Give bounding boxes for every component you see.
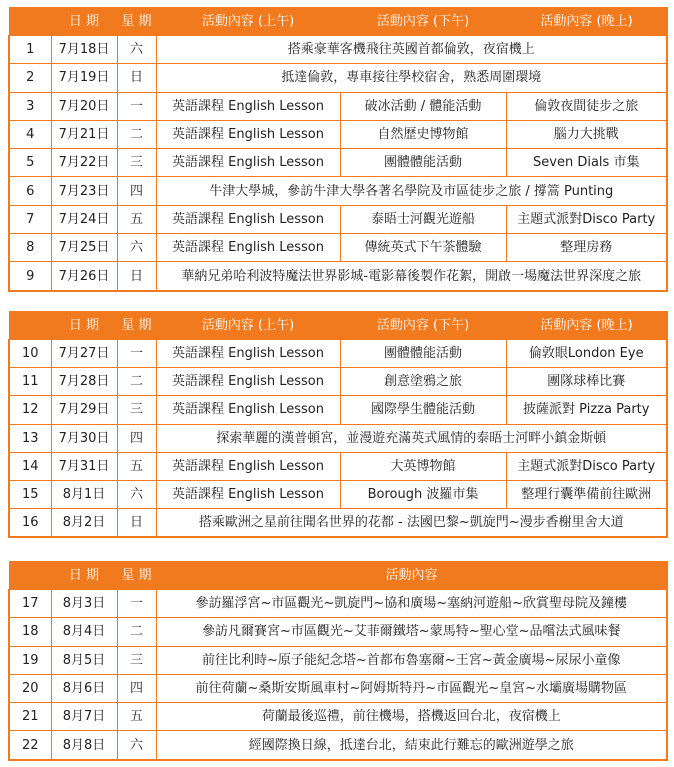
weekday-cell: 日 <box>117 262 156 291</box>
afternoon-activity-cell: 泰晤士河觀光遊船 <box>340 205 506 233</box>
weekday-cell: 日 <box>117 64 156 92</box>
weekday-cell: 四 <box>117 424 156 452</box>
row-number-cell: 3 <box>9 92 51 120</box>
date-cell: 7月31日 <box>51 452 117 480</box>
row-number-cell: 17 <box>9 590 51 618</box>
table-row <box>9 646 667 674</box>
weekday-cell: 二 <box>117 618 156 646</box>
afternoon-activity-cell: 自然歷史博物館 <box>340 120 506 148</box>
table-row <box>9 262 667 291</box>
row-number-cell: 15 <box>9 480 51 508</box>
date-cell: 8月2日 <box>51 509 117 538</box>
table-row <box>9 509 667 538</box>
afternoon-activity-cell: 創意塗鴉之旅 <box>340 368 506 396</box>
row-number-cell: 13 <box>9 424 51 452</box>
row-number-cell: 6 <box>9 177 51 205</box>
schedule-table-week2 <box>8 311 668 538</box>
table-row <box>9 731 667 760</box>
weekday-cell: 一 <box>117 340 156 368</box>
weekday-cell: 二 <box>117 368 156 396</box>
table-row <box>9 618 667 646</box>
header-cell: 活動內容 (上午) <box>156 312 340 340</box>
full-day-activity-cell: 搭乘豪華客機飛往英國首都倫敦，夜宿機上 <box>156 36 667 64</box>
row-number-cell: 2 <box>9 64 51 92</box>
table-header <box>9 8 667 36</box>
weekday-cell: 二 <box>117 120 156 148</box>
morning-activity-cell: 英語課程 English Lesson <box>156 396 340 424</box>
row-number-cell: 22 <box>9 731 51 760</box>
row-number-cell: 7 <box>9 205 51 233</box>
table-row <box>9 424 667 452</box>
full-day-activity-cell: 搭乘歐洲之星前往聞名世界的花都 - 法國巴黎~凱旋門~漫步香榭里舍大道 <box>156 509 667 538</box>
weekday-cell: 五 <box>117 452 156 480</box>
header-cell: 日 期 <box>51 562 117 590</box>
full-day-activity-cell: 抵達倫敦，專車接往學校宿舍，熟悉周圍環境 <box>156 64 667 92</box>
row-number-cell: 21 <box>9 703 51 731</box>
date-cell: 7月22日 <box>51 149 117 177</box>
table-row <box>9 92 667 120</box>
table-row <box>9 480 667 508</box>
table-row <box>9 396 667 424</box>
table-row <box>9 703 667 731</box>
morning-activity-cell: 英語課程 English Lesson <box>156 120 340 148</box>
weekday-cell: 五 <box>117 703 156 731</box>
table-row <box>9 368 667 396</box>
weekday-cell: 三 <box>117 646 156 674</box>
schedule-table-week1 <box>8 7 668 292</box>
full-day-activity-cell: 參訪羅浮宮~市區觀光~凱旋門~協和廣場~塞納河遊船~欣賞聖母院及鐘樓 <box>156 590 667 618</box>
date-cell: 7月25日 <box>51 234 117 262</box>
full-day-activity-cell: 經國際換日線，抵達台北，結束此行難忘的歐洲遊學之旅 <box>156 731 667 760</box>
date-cell: 8月8日 <box>51 731 117 760</box>
evening-activity-cell: 主題式派對Disco Party <box>506 452 667 480</box>
date-cell: 7月21日 <box>51 120 117 148</box>
evening-activity-cell: 腦力大挑戰 <box>506 120 667 148</box>
morning-activity-cell: 英語課程 English Lesson <box>156 452 340 480</box>
evening-activity-cell: Seven Dials 市集 <box>506 149 667 177</box>
full-day-activity-cell: 荷蘭最後巡禮，前往機場，搭機返回台北，夜宿機上 <box>156 703 667 731</box>
row-number-cell: 1 <box>9 36 51 64</box>
date-cell: 8月3日 <box>51 590 117 618</box>
header-cell: 活動內容 (晚上) <box>506 312 667 340</box>
afternoon-activity-cell: 大英博物館 <box>340 452 506 480</box>
header-cell <box>9 8 51 36</box>
morning-activity-cell: 英語課程 English Lesson <box>156 149 340 177</box>
table-header <box>9 562 667 590</box>
table-row <box>9 177 667 205</box>
evening-activity-cell: 披薩派對 Pizza Party <box>506 396 667 424</box>
date-cell: 7月20日 <box>51 92 117 120</box>
schedule-table-europe <box>8 561 668 761</box>
full-day-activity-cell: 前往比利時~原子能紀念塔~首都布魯塞爾~王宮~黃金廣場~尿尿小童像 <box>156 646 667 674</box>
header-cell: 星 期 <box>117 562 156 590</box>
row-number-cell: 14 <box>9 452 51 480</box>
weekday-cell: 三 <box>117 396 156 424</box>
row-number-cell: 11 <box>9 368 51 396</box>
table-row <box>9 120 667 148</box>
full-day-activity-cell: 牛津大學城，參訪牛津大學各著名學院及市區徒步之旅 / 撐篙 Punting <box>156 177 667 205</box>
table-row <box>9 452 667 480</box>
evening-activity-cell: 倫敦夜間徒步之旅 <box>506 92 667 120</box>
morning-activity-cell: 英語課程 English Lesson <box>156 205 340 233</box>
table-row <box>9 36 667 64</box>
table-row <box>9 234 667 262</box>
weekday-cell: 六 <box>117 234 156 262</box>
header-cell: 星 期 <box>117 8 156 36</box>
date-cell: 7月24日 <box>51 205 117 233</box>
evening-activity-cell: 整理行囊準備前往歐洲 <box>506 480 667 508</box>
weekday-cell: 四 <box>117 674 156 702</box>
header-cell: 活動內容 (晚上) <box>506 8 667 36</box>
afternoon-activity-cell: 破冰活動 / 體能活動 <box>340 92 506 120</box>
date-cell: 7月27日 <box>51 340 117 368</box>
date-cell: 8月4日 <box>51 618 117 646</box>
header-cell <box>9 562 51 590</box>
row-number-cell: 16 <box>9 509 51 538</box>
row-number-cell: 5 <box>9 149 51 177</box>
header-cell: 活動內容 (下午) <box>340 8 506 36</box>
date-cell: 8月1日 <box>51 480 117 508</box>
date-cell: 7月18日 <box>51 36 117 64</box>
table-row <box>9 64 667 92</box>
row-number-cell: 9 <box>9 262 51 291</box>
header-cell: 日 期 <box>51 8 117 36</box>
evening-activity-cell: 團隊球棒比賽 <box>506 368 667 396</box>
date-cell: 7月26日 <box>51 262 117 291</box>
date-cell: 7月29日 <box>51 396 117 424</box>
weekday-cell: 一 <box>117 92 156 120</box>
header-cell <box>9 312 51 340</box>
date-cell: 8月7日 <box>51 703 117 731</box>
weekday-cell: 六 <box>117 731 156 760</box>
full-day-activity-cell: 探索華麗的漢普頓宮，並漫遊充滿英式風情的泰晤士河畔小鎮金斯頓 <box>156 424 667 452</box>
weekday-cell: 六 <box>117 480 156 508</box>
header-cell: 活動內容 (上午) <box>156 8 340 36</box>
table-row <box>9 340 667 368</box>
row-number-cell: 8 <box>9 234 51 262</box>
morning-activity-cell: 英語課程 English Lesson <box>156 340 340 368</box>
row-number-cell: 12 <box>9 396 51 424</box>
weekday-cell: 六 <box>117 36 156 64</box>
header-cell: 星 期 <box>117 312 156 340</box>
row-number-cell: 19 <box>9 646 51 674</box>
afternoon-activity-cell: 團體體能活動 <box>340 149 506 177</box>
date-cell: 7月19日 <box>51 64 117 92</box>
date-cell: 7月28日 <box>51 368 117 396</box>
morning-activity-cell: 英語課程 English Lesson <box>156 368 340 396</box>
row-number-cell: 20 <box>9 674 51 702</box>
header-cell: 活動內容 (下午) <box>340 312 506 340</box>
row-number-cell: 18 <box>9 618 51 646</box>
afternoon-activity-cell: 國際學生體能活動 <box>340 396 506 424</box>
header-cell: 活動內容 <box>156 562 667 590</box>
table-row <box>9 149 667 177</box>
afternoon-activity-cell: 傳統英式下午茶體驗 <box>340 234 506 262</box>
morning-activity-cell: 英語課程 English Lesson <box>156 480 340 508</box>
weekday-cell: 三 <box>117 149 156 177</box>
full-day-activity-cell: 前往荷蘭~桑斯安斯風車村~阿姆斯特丹~市區觀光~皇宮~水壩廣場購物區 <box>156 674 667 702</box>
weekday-cell: 五 <box>117 205 156 233</box>
full-day-activity-cell: 參訪凡爾賽宮~市區觀光~艾菲爾鐵塔~蒙馬特~聖心堂~品嚐法式風味餐 <box>156 618 667 646</box>
evening-activity-cell: 主題式派對Disco Party <box>506 205 667 233</box>
weekday-cell: 四 <box>117 177 156 205</box>
date-cell: 8月5日 <box>51 646 117 674</box>
evening-activity-cell: 整理房務 <box>506 234 667 262</box>
morning-activity-cell: 英語課程 English Lesson <box>156 234 340 262</box>
date-cell: 7月30日 <box>51 424 117 452</box>
weekday-cell: 日 <box>117 509 156 538</box>
table-row <box>9 205 667 233</box>
evening-activity-cell: 倫敦眼London Eye <box>506 340 667 368</box>
table-row <box>9 674 667 702</box>
date-cell: 7月23日 <box>51 177 117 205</box>
table-header <box>9 312 667 340</box>
header-cell: 日 期 <box>51 312 117 340</box>
row-number-cell: 4 <box>9 120 51 148</box>
weekday-cell: 一 <box>117 590 156 618</box>
table-row <box>9 590 667 618</box>
full-day-activity-cell: 華納兄弟哈利波特魔法世界影城-電影幕後製作花絮，開啟一場魔法世界深度之旅 <box>156 262 667 291</box>
row-number-cell: 10 <box>9 340 51 368</box>
morning-activity-cell: 英語課程 English Lesson <box>156 92 340 120</box>
afternoon-activity-cell: Borough 波羅市集 <box>340 480 506 508</box>
date-cell: 8月6日 <box>51 674 117 702</box>
afternoon-activity-cell: 團體體能活動 <box>340 340 506 368</box>
